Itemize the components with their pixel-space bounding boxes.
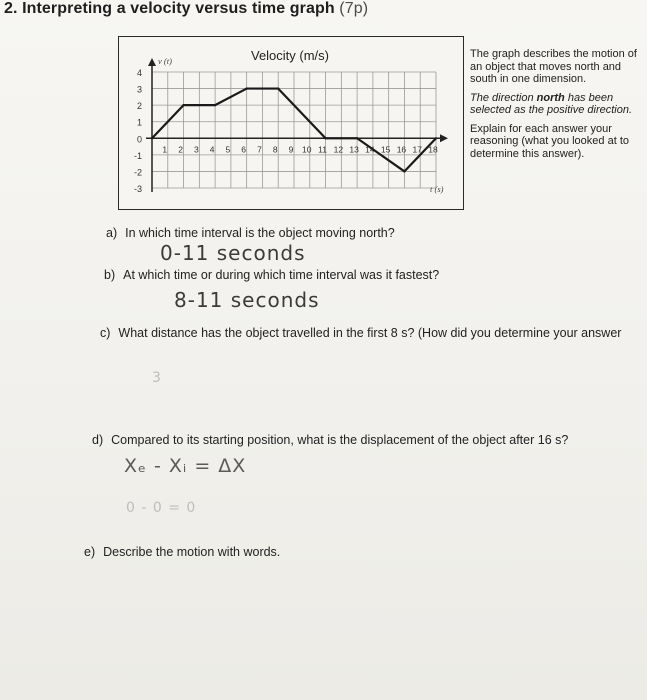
question-b: b) At which time or during which time interval was it fastest?	[104, 268, 440, 282]
x-tick-label: 14	[365, 144, 375, 155]
answer-b-handwritten: 8-11 seconds	[174, 288, 320, 312]
x-tick-label: 6	[241, 144, 247, 155]
y-tick-label: 0	[136, 134, 142, 145]
question-title	[4, 0, 368, 18]
side-note-instructions: Explain for each answer your reasoning (what you looked at to determine this answer).	[470, 122, 629, 160]
x-tick-label: 12	[333, 144, 344, 155]
x-tick-label: 16	[396, 144, 407, 155]
x-tick-label: 5	[225, 144, 231, 155]
data-point	[277, 87, 279, 89]
x-tick-label: 7	[257, 144, 262, 155]
y-tick-label: 3	[136, 84, 142, 95]
title-points: (7p)	[339, 0, 369, 17]
x-tick-label: 3	[193, 144, 199, 155]
x-tick-label: 15	[380, 144, 391, 155]
data-point	[435, 137, 437, 139]
data-point	[356, 137, 358, 139]
y-tick-label: 4	[136, 68, 142, 78]
x-tick-label: 11	[318, 144, 327, 155]
question-c: c) What distance has the object travelled in the first 8 s? (How did you determine your answer	[100, 326, 622, 340]
side-note-description: The graph describes the motion of an object that moves north and south in one dimension.	[470, 48, 637, 85]
y-tick-label: -3	[133, 184, 142, 194]
data-point	[214, 104, 216, 106]
question-a: a) In which time interval is the object moving north?	[106, 226, 395, 240]
y-axis-label: v (t)	[158, 56, 172, 66]
velocity-time-graph	[118, 36, 464, 210]
x-axis-arrow	[440, 134, 448, 142]
x-tick-label: 10	[302, 144, 312, 155]
title-text: 2. Interpreting a velocity versus time graph	[4, 0, 335, 17]
answer-d-handwritten: Xₑ - Xᵢ = ΔX	[124, 455, 247, 477]
data-point	[245, 87, 247, 89]
question-d: d) Compared to its starting position, what is the displacement of the object after 16 s?	[92, 433, 569, 447]
side-note-direction: The direction north has been selected as the positive direction.	[470, 91, 633, 116]
graph-title: Velocity (m/s)	[250, 48, 330, 63]
x-tick-label: 9	[288, 144, 294, 155]
x-tick-label: 1	[162, 144, 168, 155]
data-point	[324, 137, 326, 139]
x-tick-label: 4	[209, 144, 215, 155]
x-axis-label: t (s)	[430, 184, 444, 194]
question-e: e) Describe the motion with words.	[84, 545, 281, 559]
x-tick-label: 17	[412, 144, 422, 155]
x-tick-label: 2	[178, 144, 183, 155]
x-tick-label: 13	[349, 144, 359, 155]
y-axis-arrow	[148, 58, 156, 66]
answer-c-faint-mark: 3	[152, 370, 162, 386]
side-notes	[470, 48, 642, 166]
answer-a-handwritten: 0-11 seconds	[160, 241, 306, 265]
y-tick-label: 1	[136, 117, 142, 128]
x-tick-label: 18	[428, 144, 438, 155]
y-tick-label: -2	[133, 167, 142, 178]
answer-d-faint: 0 - 0 = 0	[126, 500, 197, 516]
y-tick-label: 2	[136, 101, 142, 112]
y-tick-label: -1	[133, 150, 142, 161]
x-tick-label: 8	[272, 144, 278, 155]
data-point	[182, 104, 184, 106]
data-point	[403, 170, 405, 172]
data-point	[151, 137, 153, 139]
